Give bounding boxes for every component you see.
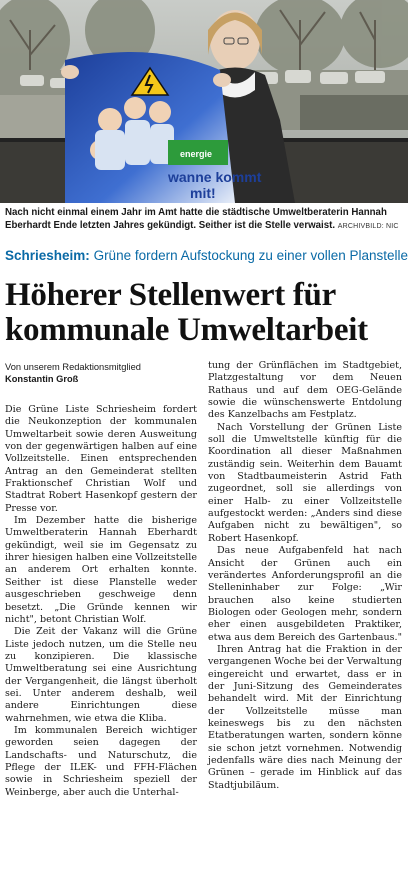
article-paragraph: Das neue Aufgabenfeld hat nach Ansicht der Grünen auch ein verändertes Anforderungsprofil an die Stelleninhaber zur Folge: „Wir brauchen also keine studierten Biologen oder Geologen mehr, sondern eher einen ausgebildeten Praktiker, etwa aus dem Bereich des Gartenbaus." bbox=[208, 545, 402, 643]
kicker-place: Schriesheim: bbox=[5, 248, 90, 263]
article-photo bbox=[0, 0, 408, 203]
poster-text-energie: energie bbox=[180, 149, 213, 159]
photo-caption bbox=[5, 206, 403, 233]
article-paragraph: Nach Vorstellung der Grünen Liste soll die Umweltstelle künftig für die Koordination all dieser Maßnahmen zuständig sein. Weiterhin dem Bauamt von Stadtbaumeisterin Astrid Fath zugeordnet, soll sie allerdings von einer Halb- zu einer Vollzeitstelle aufgestockt werden: „Anders sind diese Aufgaben nicht zu bewältigen", so Robert Hasenkopf. bbox=[208, 421, 402, 544]
article-paragraph: Ihren Antrag hat die Fraktion in der vergangenen Woche bei der Verwaltung eingereicht und erwartet, dass er in der Juni-Sitzung des Gemeinderates behandelt wird. Mit der Einrichtung der Vollzeitstelle müsse man keineswegs bis zu den nächsten Etatberatungen warten, sondern könne sie schon jetzt vornehmen. Notwendig jedenfalls wäre dies nach Meinung der Grünen – gerade im Hinblick auf das Stadtjubiläum. bbox=[208, 643, 402, 791]
article-paragraph: Die Zeit der Vakanz will die Grüne Liste jedoch nutzen, um die Stelle neu zu konzipieren. Die klassische Umweltberatung sei eine Ausrichtung der Vergangenheit, die längst überholt sei. Unter anderem deshalb, weil andere Einrichtungen diese wahrnehmen, wie etwa die Kliba. bbox=[5, 626, 197, 724]
article-paragraph: Im kommunalen Bereich wichtiger geworden seien dagegen der Landschafts- und Naturschutz, die Pflege der ILEK- und FFH-Flächen sowie in Schriesheim speziell der Weinberge, aber auch die Unterhal- bbox=[5, 724, 197, 798]
article-paragraph: Im Dezember hatte die bisherige Umweltberaterin Hannah Eberhardt gekündigt, weil sie im Gegensatz zu ihrer hiesigen halben eine Vollzeitstelle an anderem Ort erhalten konnte. Seither ist diese Planstelle weder ausgeschrieben geschweige denn besetzt. „Die Gründe kennen wir nicht", betont Christian Wolf. bbox=[5, 515, 197, 625]
article-column-2 bbox=[208, 360, 402, 792]
byline bbox=[5, 361, 195, 385]
headline bbox=[5, 278, 405, 348]
byline-author: Konstantin Groß bbox=[5, 374, 79, 384]
caption-text: Nach nicht einmal einem Jahr im Amt hatte die städtische Umweltberaterin Hannah Eberhardt Ende letzten Jahres gekündigt. Seither ist die Stelle verwaist. bbox=[5, 207, 387, 231]
poster-text-wanne: wanne kommt bbox=[168, 169, 262, 185]
headline-line-2: kommunale Umweltarbeit bbox=[5, 312, 368, 348]
article-paragraph: Die Grüne Liste Schriesheim fordert die Neukonzeption der kommunalen Umweltarbeit sowie deren Ausweitung von der gegenwärtigen halben auf eine Vollzeitstelle. Einen entsprechenden Antrag an den Gemeinderat stellten Fraktionschef Christian Wolf und Stadtrat Robert Hasenkopf gestern der Presse vor. bbox=[5, 404, 197, 514]
photo-credit: ARCHIVBILD: NIC bbox=[337, 223, 399, 230]
photo-woman-holding-poster bbox=[0, 0, 408, 203]
poster-text-mit: mit! bbox=[190, 185, 216, 201]
headline-line-1: Höherer Stellenwert für bbox=[5, 277, 336, 313]
article-paragraph: tung der Grünflächen im Stadtgebiet, Platzgestaltung vor dem Neuen Rathaus und auf dem OEG-Gelände sowie die wünschenswerte Entdolung des Kanzelbachs am Festplatz. bbox=[208, 360, 402, 421]
kicker-text: Grüne fordern Aufstockung zu einer vollen Planstelle bbox=[93, 248, 408, 263]
article-column-1 bbox=[5, 404, 197, 799]
byline-intro: Von unserem Redaktionsmitglied bbox=[5, 362, 141, 372]
kicker bbox=[5, 248, 408, 264]
